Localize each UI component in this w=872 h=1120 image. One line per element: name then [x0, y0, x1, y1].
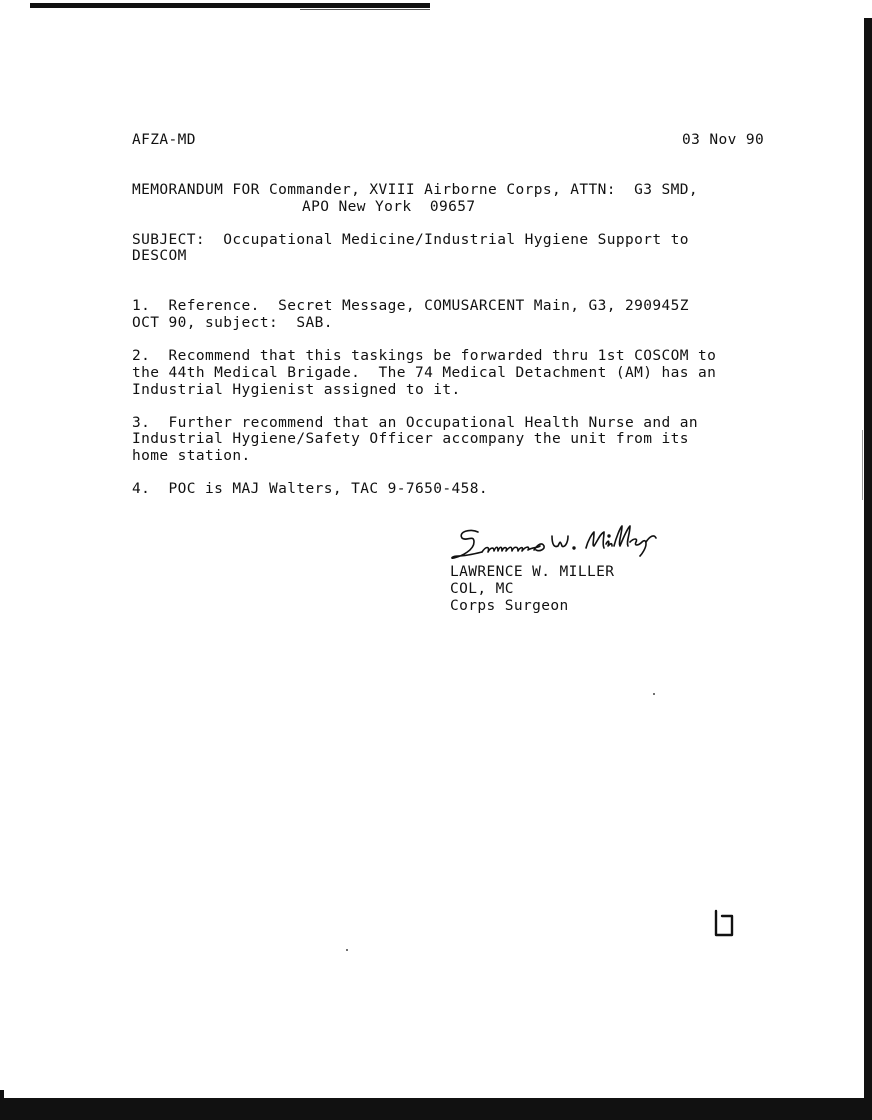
paragraph-3-line-3: home station. [132, 448, 251, 464]
scan-border-top [30, 3, 430, 8]
memo-for-address: APO New York 09657 [302, 199, 476, 215]
hand-drawn-mark [712, 908, 736, 938]
scan-speck [653, 693, 655, 695]
scan-speck [346, 949, 348, 951]
signer-name: LAWRENCE W. MILLER [450, 564, 615, 580]
paragraph-4-line-1: 4. POC is MAJ Walters, TAC 9-7650-458. [132, 481, 489, 497]
paragraph-2-line-3: Industrial Hygienist assigned to it. [132, 382, 461, 398]
scan-line-right [862, 430, 863, 500]
scan-border-right [864, 18, 872, 1120]
scan-border-bottom [0, 1098, 872, 1120]
paragraph-3-line-2: Industrial Hygiene/Safety Officer accompany the unit from its [132, 431, 689, 447]
signer-title: Corps Surgeon [450, 598, 569, 614]
memo-date: 03 Nov 90 [682, 132, 765, 148]
paragraph-2-line-2: the 44th Medical Brigade. The 74 Medical Detachment (AM) has an [132, 365, 717, 381]
office-symbol: AFZA-MD [132, 132, 196, 148]
paragraph-1-line-1: 1. Reference. Secret Message, COMUSARCENT Main, G3, 290945Z [132, 298, 689, 314]
signer-rank: COL, MC [450, 581, 514, 597]
memo-for-line: MEMORANDUM FOR Commander, XVIII Airborne Corps, ATTN: G3 SMD, [132, 182, 699, 198]
scan-line-top [300, 9, 430, 10]
paragraph-2-line-1: 2. Recommend that this taskings be forwarded thru 1st COSCOM to [132, 348, 717, 364]
subject-line-continued: DESCOM [132, 248, 187, 264]
subject-line: SUBJECT: Occupational Medicine/Industrial Hygiene Support to [132, 232, 689, 248]
paragraph-1-line-2: OCT 90, subject: SAB. [132, 315, 333, 331]
handwritten-signature [448, 520, 662, 564]
paragraph-3-line-1: 3. Further recommend that an Occupational Health Nurse and an [132, 415, 699, 431]
